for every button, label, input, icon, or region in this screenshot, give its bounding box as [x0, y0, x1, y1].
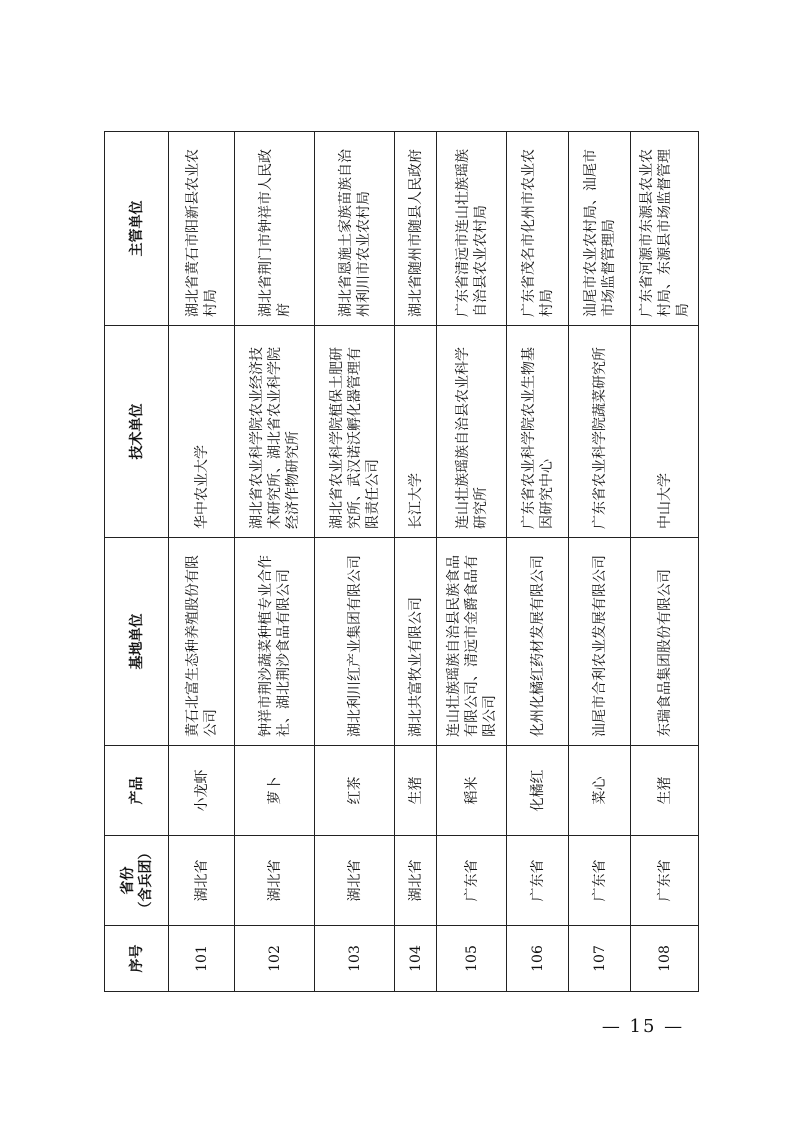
- cell-base-unit: 湖北共富牧业有限公司: [395, 538, 437, 746]
- table-row: [235, 132, 315, 992]
- cell-province: 广东省: [631, 836, 699, 926]
- cell-tech-unit: 连山壮族瑶族自治县农业科学研究所: [437, 326, 507, 538]
- cell-tech-unit: 华中农业大学: [169, 326, 235, 538]
- cell-supervisor: 湖北省恩施土家族苗族自治州利川市农业农村局: [315, 132, 395, 326]
- cell-product: 萝卜: [235, 746, 315, 836]
- cell-product: 生猪: [631, 746, 699, 836]
- cell-base-unit: 东瑞食品集团股份有限公司: [631, 538, 699, 746]
- cell-base-unit: 连山壮族瑶族自治县民族食品有限公司、清远市金爵食品有限公司: [437, 538, 507, 746]
- cell-supervisor: 广东省清远市连山壮族瑶族自治县农业农村局: [437, 132, 507, 326]
- header-tech-unit: 技术单位: [105, 326, 169, 538]
- cell-index: 105: [437, 926, 507, 992]
- cell-index: 101: [169, 926, 235, 992]
- cell-supervisor: 湖北省荆门市钟祥市人民政府: [235, 132, 315, 326]
- cell-supervisor: 湖北省黄石市阳新县农业农村局: [169, 132, 235, 326]
- cell-tech-unit: 湖北省农业科学院农业经济技术研究所、湖北省农业科学院经济作物研究所: [235, 326, 315, 538]
- cell-product: 生猪: [395, 746, 437, 836]
- cell-tech-unit: 长江大学: [395, 326, 437, 538]
- table-row: [507, 132, 569, 992]
- cell-province: 广东省: [507, 836, 569, 926]
- cell-index: 103: [315, 926, 395, 992]
- cell-base-unit: 汕尾市合利农业发展有限公司: [569, 538, 631, 746]
- cell-province: 广东省: [437, 836, 507, 926]
- cell-index: 107: [569, 926, 631, 992]
- cell-province: 湖北省: [395, 836, 437, 926]
- cell-supervisor: 湖北省随州市随县人民政府: [395, 132, 437, 326]
- table-row: [315, 132, 395, 992]
- cell-province: 湖北省: [315, 836, 395, 926]
- cell-product: 化橘红: [507, 746, 569, 836]
- cell-tech-unit: 中山大学: [631, 326, 699, 538]
- table-row: [631, 132, 699, 992]
- cell-tech-unit: 广东省农业科学院农业生物基因研究中心: [507, 326, 569, 538]
- cell-province: 广东省: [569, 836, 631, 926]
- header-product: 产品: [105, 746, 169, 836]
- cell-product: 红茶: [315, 746, 395, 836]
- cell-province: 湖北省: [169, 836, 235, 926]
- rotated-table-page: [104, 132, 691, 992]
- cell-tech-unit: 湖北省农业科学院植保土肥研究所、武汉诺沃孵化器管理有限责任公司: [315, 326, 395, 538]
- cell-base-unit: 钟祥市荆沙蔬菜种植专业合作社、湖北荆沙食品有限公司: [235, 538, 315, 746]
- cell-product: 菜心: [569, 746, 631, 836]
- cell-base-unit: 黄石北富生态种养殖股份有限公司: [169, 538, 235, 746]
- cell-supervisor: 广东省河源市东源县农业农村局、东源县市场监督管理局: [631, 132, 699, 326]
- table-header-row: [105, 132, 169, 992]
- cell-base-unit: 化州化橘红药材发展有限公司: [507, 538, 569, 746]
- cell-supervisor: 广东省茂名市化州市农业农村局: [507, 132, 569, 326]
- cell-supervisor: 汕尾市农业农村局、汕尾市市场监督管理局: [569, 132, 631, 326]
- table-row: [395, 132, 437, 992]
- cell-product: 小龙虾: [169, 746, 235, 836]
- cell-tech-unit: 广东省农业科学院蔬菜研究所: [569, 326, 631, 538]
- table-row: [569, 132, 631, 992]
- cell-product: 稻米: [437, 746, 507, 836]
- header-supervisor: 主管单位: [105, 132, 169, 326]
- table-row: [169, 132, 235, 992]
- cell-base-unit: 湖北利川红产业集团有限公司: [315, 538, 395, 746]
- page-number: — 15 —: [601, 1016, 685, 1037]
- agricultural-base-table: [104, 131, 699, 992]
- cell-province: 湖北省: [235, 836, 315, 926]
- header-index: 序号: [105, 926, 169, 992]
- header-province: 省份 （含兵团）: [105, 836, 169, 926]
- cell-index: 106: [507, 926, 569, 992]
- header-base-unit: 基地单位: [105, 538, 169, 746]
- cell-index: 102: [235, 926, 315, 992]
- cell-index: 104: [395, 926, 437, 992]
- table-row: [437, 132, 507, 992]
- cell-index: 108: [631, 926, 699, 992]
